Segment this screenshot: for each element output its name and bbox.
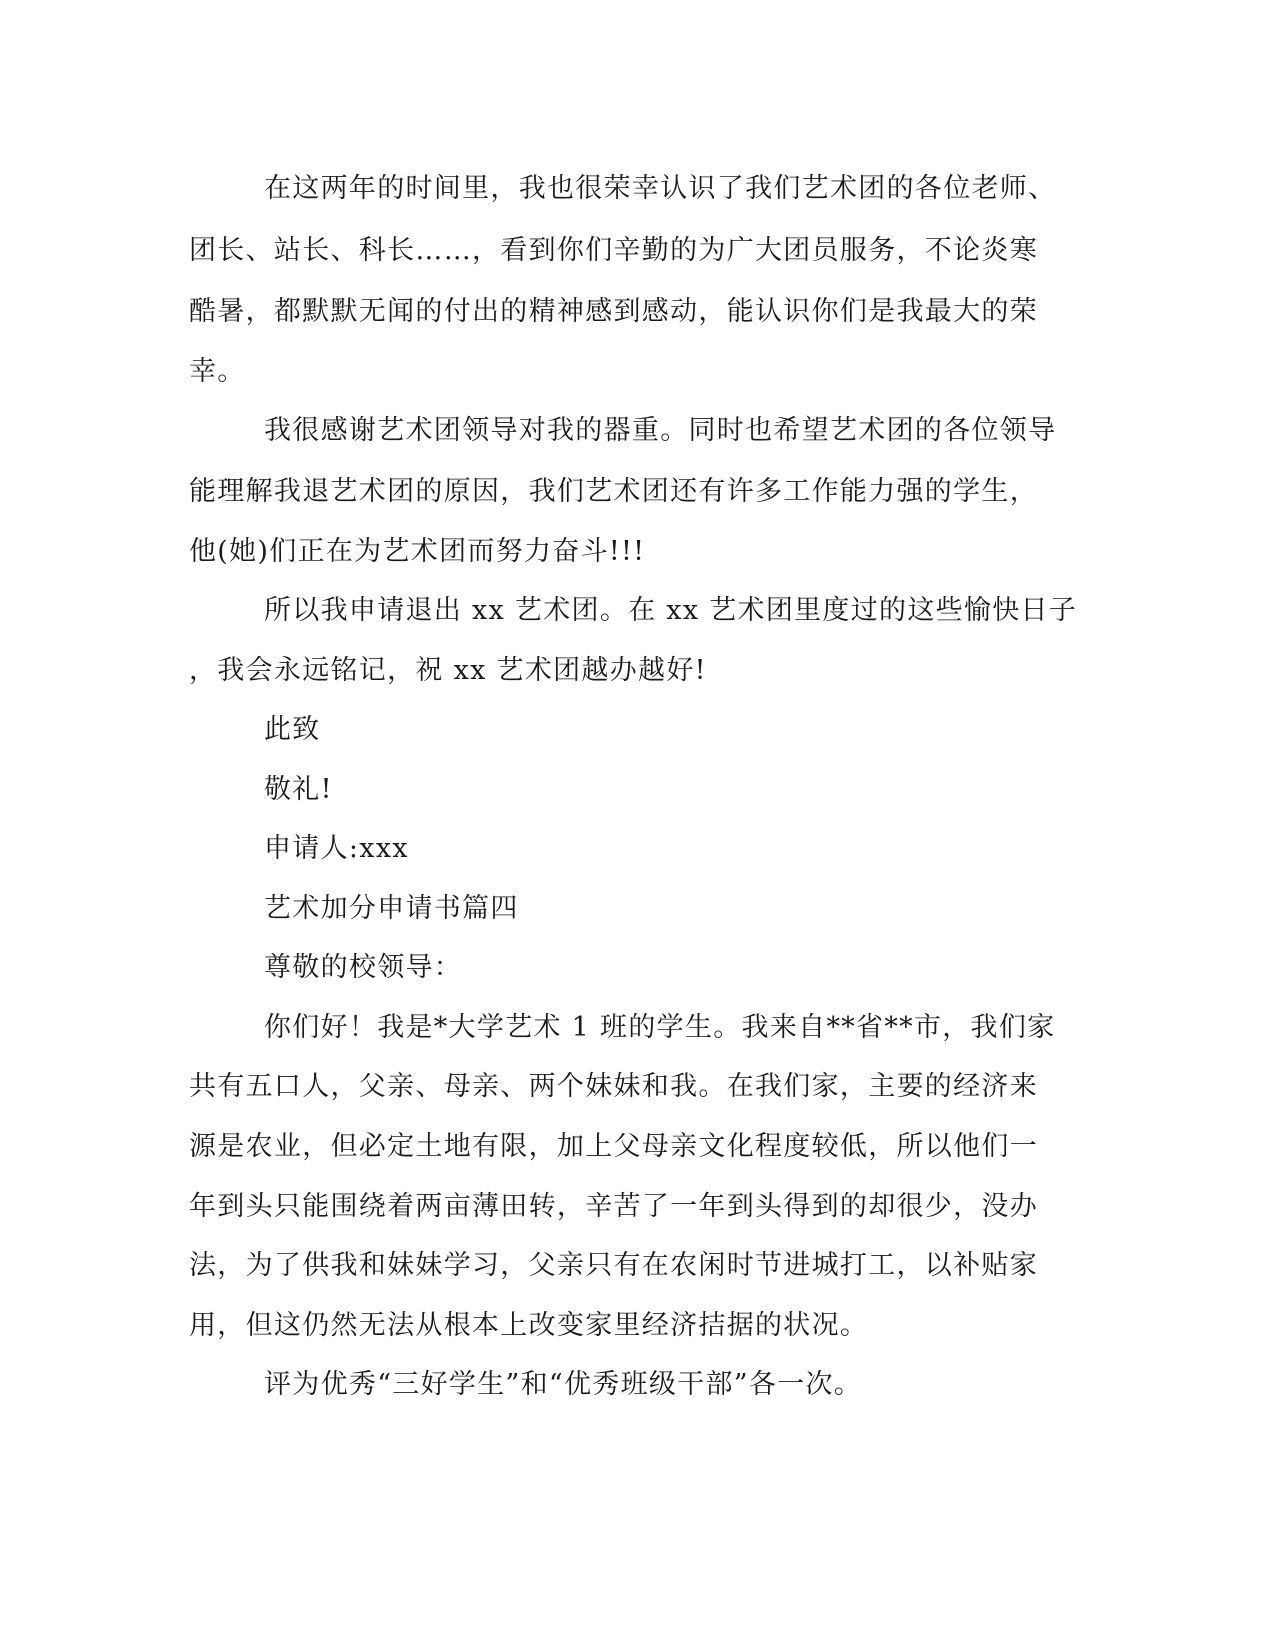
paragraph-line: 我很感谢艺术团领导对我的器重。同时也希望艺术团的各位领导: [264, 415, 1057, 446]
salutation-line: 敬礼!: [264, 774, 333, 805]
paragraph-line: 你们好！我是*大学艺术 1 班的学生。我来自**省**市，我们家: [264, 1012, 1056, 1043]
paragraph-line: ，我会永远铭记，祝 xx 艺术团越办越好!: [189, 655, 707, 686]
paragraph-line: 能理解我退艺术团的原因，我们艺术团还有许多工作能力强的学生，: [189, 476, 1038, 507]
greeting-line: 尊敬的校领导：: [264, 952, 463, 983]
salutation-line: 此致: [264, 714, 321, 745]
paragraph-line: 所以我申请退出 xx 艺术团。在 xx 艺术团里度过的这些愉快日子: [264, 595, 1078, 626]
signature-line: 申请人:xxx: [264, 833, 409, 864]
paragraph-line: 酷暑，都默默无闻的付出的精神感到感动，能认识你们是我最大的荣: [189, 296, 1038, 327]
paragraph-line: 源是农业，但必定土地有限，加上父母亲文化程度较低，所以他们一: [189, 1131, 1038, 1162]
section-title: 艺术加分申请书篇四: [264, 893, 519, 924]
paragraph-line: 用，但这仍然无法从根本上改变家里经济拮据的状况。: [189, 1310, 869, 1341]
paragraph-line: 评为优秀“三好学生”和“优秀班级干部”各一次。: [264, 1369, 863, 1400]
paragraph-line: 在这两年的时间里，我也很荣幸认识了我们艺术团的各位老师、: [264, 173, 1057, 204]
paragraph-line: 他(她)们正在为艺术团而努力奋斗!!!: [189, 536, 646, 567]
paragraph-line: 幸。: [189, 356, 246, 387]
paragraph-line: 法，为了供我和妹妹学习，父亲只有在农闲时节进城打工，以补贴家: [189, 1250, 1038, 1281]
paragraph-line: 共有五口人，父亲、母亲、两个妹妹和我。在我们家，主要的经济来: [189, 1071, 1038, 1102]
paragraph-line: 团长、站长、科长……，看到你们辛勤的为广大团员服务，不论炎寒: [189, 235, 1038, 266]
paragraph-line: 年到头只能围绕着两亩薄田转，辛苦了一年到头得到的却很少，没办: [189, 1191, 1038, 1222]
